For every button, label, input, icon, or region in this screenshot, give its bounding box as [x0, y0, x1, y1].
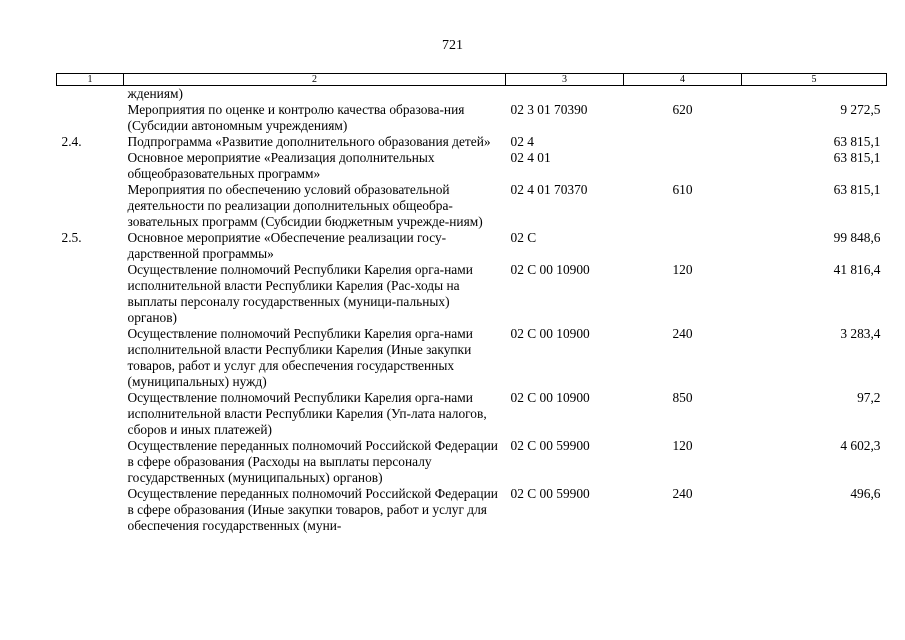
row-number	[57, 102, 124, 134]
table-row	[57, 438, 887, 486]
table-row	[57, 134, 887, 150]
row-name: Мероприятия по оценке и контролю качества образова-ния (Субсидии автономным учреждениям)	[127, 102, 465, 133]
row-expense-type: 850	[672, 390, 693, 405]
row-code: 02 4 01 70370	[510, 182, 588, 197]
row-expense-type: 240	[672, 326, 693, 341]
row-name: Осуществление переданных полномочий Российской Федерации в сфере образования (Расходы на выплаты персоналу государственных (муниципальных) органов)	[127, 438, 498, 485]
row-sum: 496,6	[850, 486, 881, 501]
row-number: 2.5.	[61, 230, 82, 245]
row-sum	[742, 86, 887, 103]
table-row	[57, 150, 887, 182]
row-sum: 63 815,1	[833, 150, 881, 165]
table-row	[57, 326, 887, 390]
row-name: Основное мероприятие «Реализация дополнительных общеобразовательных программ»	[127, 150, 435, 181]
row-number	[57, 182, 124, 230]
row-expense-type	[624, 86, 742, 103]
table-row	[57, 262, 887, 326]
row-sum: 97,2	[857, 390, 881, 405]
row-sum: 4 602,3	[840, 438, 881, 453]
row-number	[57, 326, 124, 390]
row-code: 02 3 01 70390	[510, 102, 588, 117]
row-code	[506, 86, 624, 103]
row-number	[57, 150, 124, 182]
row-name: Осуществление переданных полномочий Российской Федерации в сфере образования (Иные закупки товаров, работ и услуг для обеспечения государственных (муни-	[127, 486, 498, 533]
row-number	[57, 486, 124, 534]
row-code: 02 4	[510, 134, 534, 149]
header-col-4: 4	[624, 74, 742, 86]
header-col-3: 3	[506, 74, 624, 86]
row-number	[57, 86, 124, 103]
row-expense-type	[624, 230, 742, 262]
table-row	[57, 182, 887, 230]
row-name: Мероприятия по обеспечению условий образовательной деятельности по реализации дополнительных общеобра-зовательных программ (Субсидии бюджетным учрежде-ниям)	[127, 182, 483, 229]
row-number	[57, 390, 124, 438]
header-col-5: 5	[742, 74, 887, 86]
row-expense-type	[624, 150, 742, 182]
row-name: Осуществление полномочий Республики Карелия орга-нами исполнительной власти Республики Карелия (Уп-лата налогов, сборов и иных платежей)	[127, 390, 487, 437]
row-code: 02 С 00 59900	[510, 438, 590, 453]
row-code: 02 4 01	[510, 150, 551, 165]
row-code: 02 С 00 10900	[510, 262, 590, 277]
row-number	[57, 262, 124, 326]
row-sum: 3 283,4	[840, 326, 881, 341]
table-row	[57, 230, 887, 262]
row-expense-type	[624, 134, 742, 150]
row-number: 2.4.	[61, 134, 82, 149]
row-name: Основное мероприятие «Обеспечение реализации госу-дарственной программы»	[127, 230, 447, 261]
row-code: 02 С 00 10900	[510, 390, 590, 405]
row-code: 02 С 00 59900	[510, 486, 590, 501]
row-name: ждениям)	[127, 86, 183, 101]
table-row	[57, 102, 887, 134]
table-row	[57, 390, 887, 438]
row-sum: 99 848,6	[833, 230, 881, 245]
row-sum: 41 816,4	[833, 262, 881, 277]
row-name: Осуществление полномочий Республики Карелия орга-нами исполнительной власти Республики Карелия (Рас-ходы на выплаты персоналу государственных (муници-пальных) органов)	[127, 262, 473, 325]
row-code: 02 С	[510, 230, 537, 245]
header-row	[57, 74, 887, 86]
table-row	[57, 86, 887, 103]
page-number: 721	[442, 38, 463, 53]
budget-table	[56, 73, 887, 534]
header-col-1: 1	[57, 74, 124, 86]
row-sum: 63 815,1	[833, 134, 881, 149]
row-expense-type: 120	[672, 438, 693, 453]
row-name: Подпрограмма «Развитие дополнительного образования детей»	[127, 134, 491, 149]
row-expense-type: 610	[672, 182, 693, 197]
table-row	[57, 486, 887, 534]
row-name: Осуществление полномочий Республики Карелия орга-нами исполнительной власти Республики Карелия (Иные закупки товаров, работ и услуг для обеспечения государственных (муниципальных) нужд)	[127, 326, 473, 389]
row-expense-type: 120	[672, 262, 693, 277]
row-sum: 9 272,5	[840, 102, 881, 117]
header-col-2: 2	[124, 74, 506, 86]
row-sum: 63 815,1	[833, 182, 881, 197]
row-expense-type: 240	[672, 486, 693, 501]
row-expense-type: 620	[672, 102, 693, 117]
row-number	[57, 438, 124, 486]
row-code: 02 С 00 10900	[510, 326, 590, 341]
